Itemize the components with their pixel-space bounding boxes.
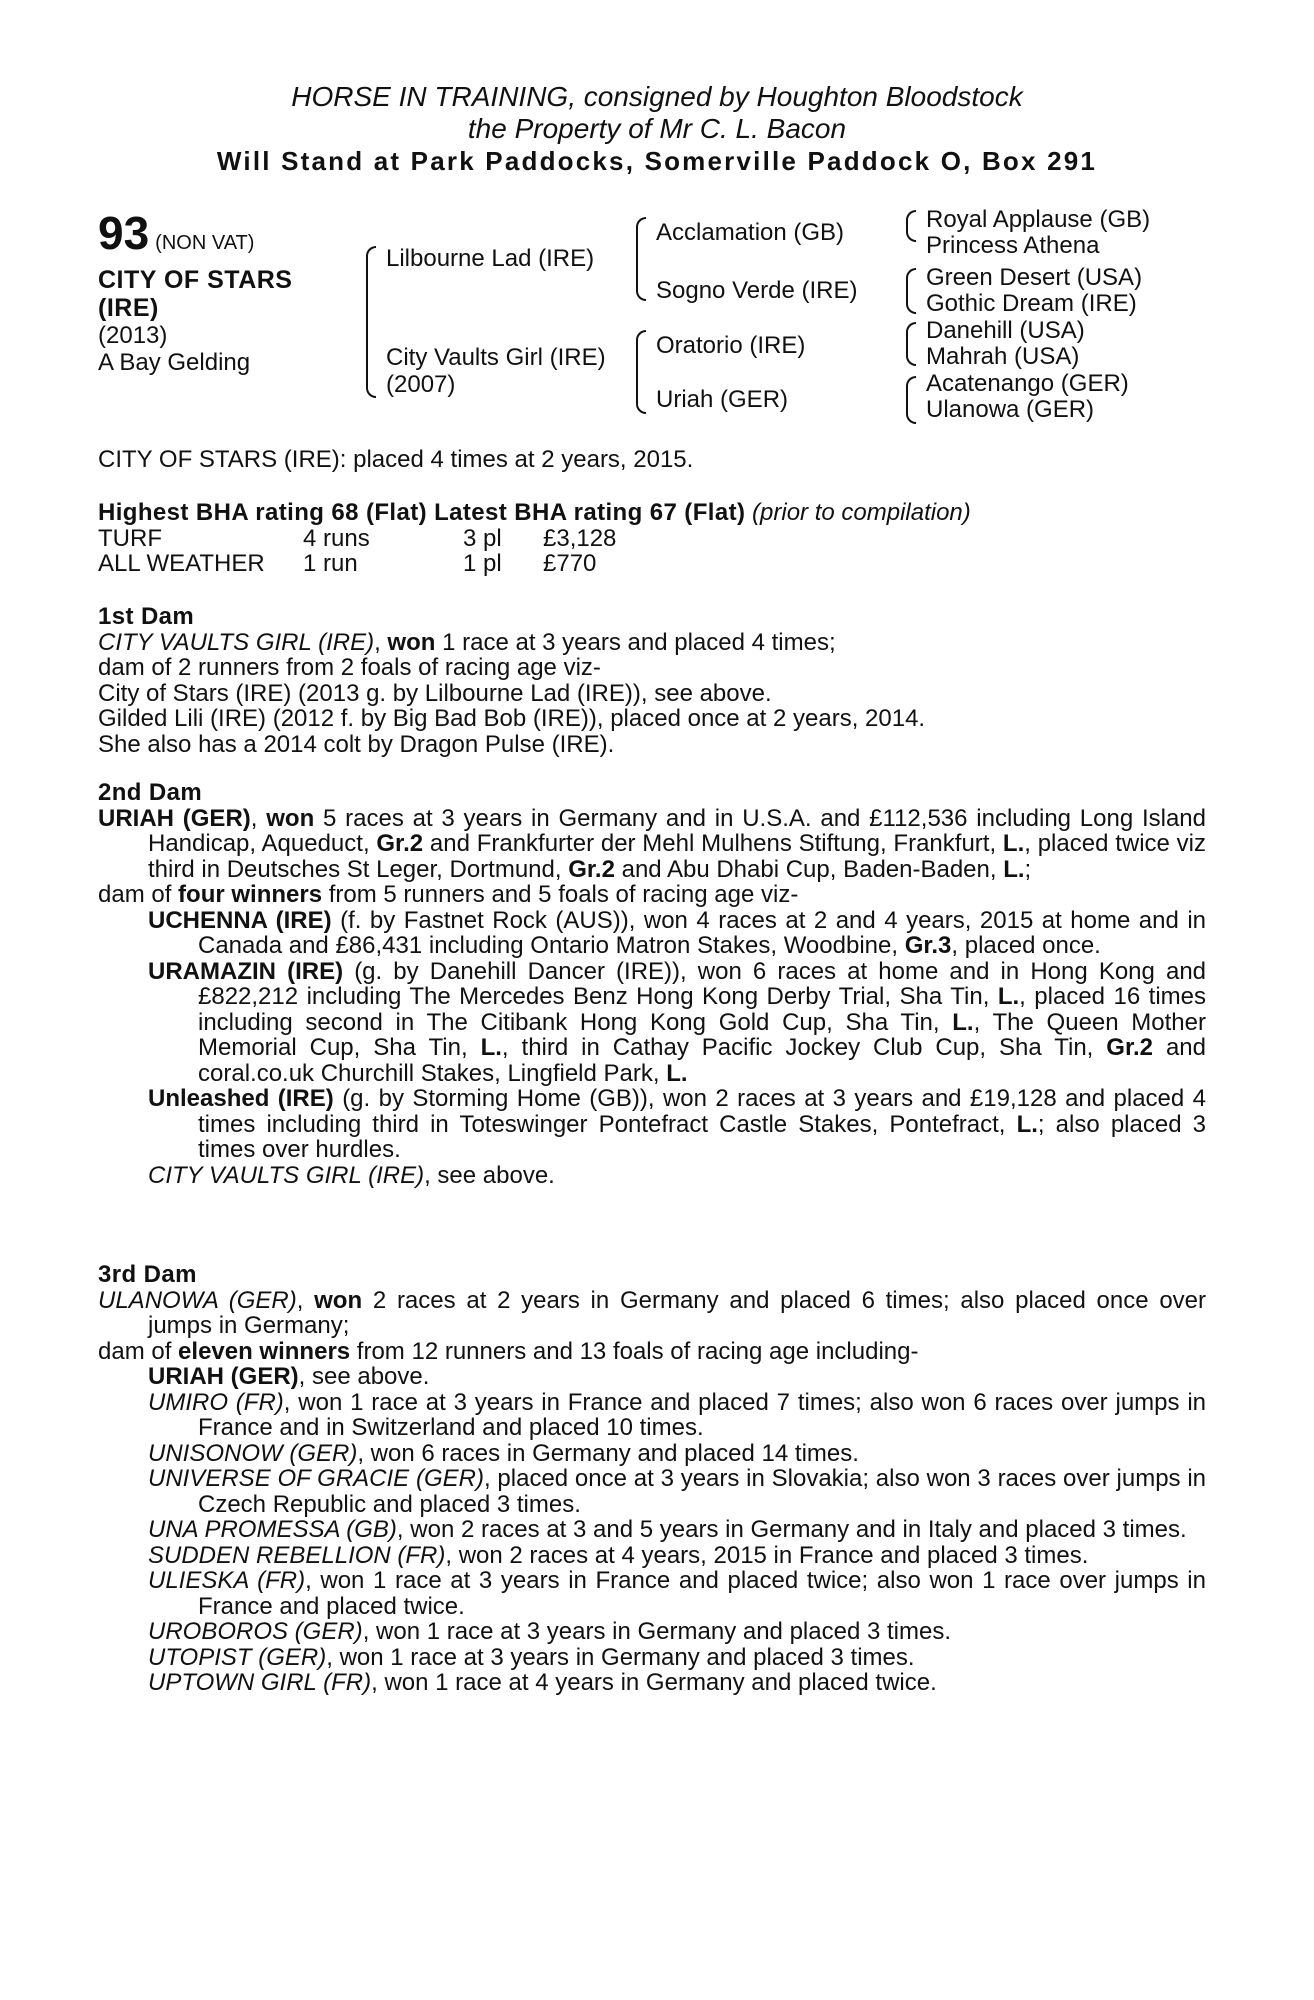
third-dam-section: 3rd Dam ULANOWA (GER), won 2 races at 2 years in Germany and placed 6 times; also placed once over jumps in Germany; dam of eleven winners from 12 runners and 13 foals of racing age including- URIAH (GER), see above. UMIRO (FR), won 1 race at 3 years in France and placed 7 times; also won 6 races over jumps in France and in Switzerland and placed 10 times. UNISONOW (GER), won 6 races in Germany and placed 14 times. UNIVERSE OF GRACIE (GER), placed once at 3 years in Slovakia; also won 3 races over jumps in Czech Republic and placed 3 times. UNA PROMESSA (GB), won 2 races at 3 and 5 years in Germany and in Italy and placed 3 times. SUDDEN REBELLION (FR), won 2 races at 4 years, 2015 in France and placed 3 times. ULIESKA (FR), won 1 race at 3 years in France and placed twice; also won 1 race over jumps in France and placed twice. UROBOROS (GER), won 1 race at 3 years in Germany and placed 3 times. UTOPIST (GER), won 1 race at 3 years in Germany and placed 3 times. UPTOWN GIRL (FR), won 1 race at 4 years in Germany and placed twice. (98, 1261, 1207, 1696)
stable-location-line: Will Stand at Park Paddocks, Somerville Paddock O, Box 291 (216, 146, 1098, 176)
list-item: UMIRO (FR), won 1 race at 3 years in France and placed 7 times; also won 6 races over jumps in France and in Switzerland and placed 10 times. (148, 1388, 1207, 1441)
brace-sire-line (636, 217, 646, 301)
section-title: 1st Dam (98, 603, 195, 630)
property-line: the Property of Mr C. L. Bacon (467, 113, 847, 144)
list-item: URIAH (GER), see above. (148, 1363, 430, 1390)
ancestor-6: Mahrah (USA) (926, 343, 1080, 370)
table-row: TURF 4 runs 3 pl £3,128 (98, 524, 617, 552)
list-item: UPTOWN GIRL (FR), won 1 race at 4 years in Germany and placed twice. (148, 1669, 937, 1696)
ancestor-5: Danehill (USA) (926, 317, 1085, 344)
sire-sire: Acclamation (GB) (656, 219, 845, 246)
list-item: URAMAZIN (IRE) (g. by Danehill Dancer (IRE)), won 6 races at home and in Hong Kong and £822,212 including The Mercedes Benz Hong Kong Derby Trial, Sha Tin, L., placed 16 times including second in The Citibank Hong Kong Gold Cup, Sha Tin, L., The Queen Mother Memorial Cup, Sha Tin, L., third in Cathay Pacific Jockey Club Cup, Sha Tin, Gr.2 and coral.co.uk Churchill Stakes, Lingfield Park, L. (148, 957, 1207, 1087)
dam-year: (2007) (386, 371, 456, 398)
horse-name: CITY OF STARS (IRE) (98, 266, 293, 322)
list-item: SUDDEN REBELLION (FR), won 2 races at 4 years, 2015 in France and placed 3 times. (148, 1541, 1089, 1569)
brace-g4 (906, 376, 916, 424)
brace-g1 (906, 210, 916, 242)
ancestor-2: Princess Athena (926, 232, 1100, 259)
table-row: ALL WEATHER 1 run 1 pl £770 (98, 550, 597, 577)
ancestor-7: Acatenango (GER) (926, 370, 1129, 397)
brace-g3 (906, 322, 916, 366)
second-dam-section: 2nd Dam URIAH (GER), won 5 races at 3 years in Germany and in U.S.A. and £112,536 including Long Island Handicap, Aqueduct, Gr.2 and Frankfurter der Mehl Mulhens Stiftung, Frankfurt, L., placed twice viz third in Deutsches St Leger, Dortmund, Gr.2 and Abu Dhabi Cup, Baden-Baden, L.; dam of four winners from 5 runners and 5 foals of racing age viz- UCHENNA (IRE) (f. by Fastnet Rock (AUS)), won 4 races at 2 and 4 years, 2015 at home and in Canada and £86,431 including Ontario Matron Stakes, Woodbine, Gr.3, placed once. URAMAZIN (IRE) (g. by Danehill Dancer (IRE)), won 6 races at home and in Hong Kong and £822,212 including The Mercedes Benz Hong Kong Derby Trial, Sha Tin, L., placed 16 times including second in The Citibank Hong Kong Gold Cup, Sha Tin, L., The Queen Mother Memorial Cup, Sha Tin, L., third in Cathay Pacific Jockey Club Cup, Sha Tin, Gr.2 and coral.co.uk Churchill Stakes, Lingfield Park, L. Unleashed (IRE) (g. by Storming Home (GB)), won 2 races at 3 years and £19,128 and placed 4 times including third in Toteswinger Pontefract Castle Stakes, Pontefract, L.; also placed 3 times over hurdles. CITY VAULTS GIRL (IRE), see above. (98, 779, 1207, 1189)
list-item: UCHENNA (IRE) (f. by Fastnet Rock (AUS)), won 4 races at 2 and 4 years, 2015 at home and in Canada and £86,431 including Ontario Matron Stakes, Woodbine, Gr.3, placed once. (148, 906, 1206, 959)
list-item: ULIESKA (FR), won 1 race at 3 years in France and placed twice; also won 1 race over jumps in France and placed twice. (148, 1567, 1206, 1620)
ancestor-4: Gothic Dream (IRE) (926, 290, 1137, 317)
race-record-table (98, 526, 616, 577)
sire: Lilbourne Lad (IRE) (386, 245, 595, 272)
ancestor-3: Green Desert (USA) (926, 264, 1143, 291)
list-item: UROBOROS (GER), won 1 race at 3 years in Germany and placed 3 times. (148, 1618, 951, 1645)
foaling-year: (2013) (98, 322, 168, 349)
list-item: Unleashed (IRE) (g. by Storming Home (GB)), won 2 races at 3 years and £19,128 and placed 4 times including third in Toteswinger Pontefract Castle Stakes, Pontefract, L.; also placed 3 times over hurdles. (148, 1085, 1207, 1163)
section-title: 3rd Dam (98, 1261, 197, 1288)
lot-number: 93 (98, 207, 150, 259)
horse-description: A Bay Gelding (98, 349, 251, 376)
rating-note: (prior to compilation) (752, 499, 971, 526)
list-item: UNA PROMESSA (GB), won 2 races at 3 and 5 years in Germany and in Italy and placed 3 times. (148, 1516, 1187, 1543)
rating-section (98, 500, 1206, 577)
list-item: City of Stars (IRE) (2013 g. by Lilbourne Lad (IRE)), see above. (98, 679, 772, 707)
brace-sire-dam (366, 246, 376, 398)
rating-text: Highest BHA rating 68 (Flat) Latest BHA rating 67 (Flat) (98, 499, 746, 526)
list-item: Gilded Lili (IRE) (2012 f. by Big Bad Bob (IRE)), placed once at 2 years, 2014. (98, 705, 926, 732)
list-item: UTOPIST (GER), won 1 race at 3 years in Germany and placed 3 times. (148, 1643, 915, 1671)
sire-dam: Sogno Verde (IRE) (656, 277, 858, 304)
first-dam-section: 1st Dam CITY VAULTS GIRL (IRE), won 1 race at 3 years and placed 4 times; dam of 2 runners from 2 foals of racing age viz- City of Stars (IRE) (2013 g. by Lilbourne Lad (IRE)), see above. Gilded Lili (IRE) (2012 f. by Big Bad Bob (IRE)), placed once at 2 years, 2014. She also has a 2014 colt by Dragon Pulse (IRE). (98, 604, 1206, 757)
list-item: UNIVERSE OF GRACIE (GER), placed once at 3 years in Slovakia; also won 3 races over jumps in Czech Republic and placed 3 times. (148, 1465, 1207, 1518)
consignor-line: HORSE IN TRAINING, consigned by Houghton Bloodstock (291, 81, 1023, 112)
brace-g2 (906, 268, 916, 314)
dam: City Vaults Girl (IRE) (386, 344, 606, 371)
race-summary: CITY OF STARS (IRE): placed 4 times at 2 years, 2015. (98, 446, 694, 473)
dam-sire: Oratorio (IRE) (656, 332, 806, 359)
lot-info (98, 208, 338, 376)
vat-status: (NON VAT) (155, 232, 255, 254)
list-item: CITY VAULTS GIRL (IRE), see above. (148, 1161, 555, 1189)
brace-dam-line (636, 330, 646, 414)
section-title: 2nd Dam (98, 779, 203, 806)
ancestor-1: Royal Applause (GB) (926, 206, 1151, 233)
list-item: UNISONOW (GER), won 6 races in Germany and placed 14 times. (148, 1439, 859, 1467)
ancestor-8: Ulanowa (GER) (926, 396, 1095, 423)
dam-dam: Uriah (GER) (656, 386, 789, 413)
